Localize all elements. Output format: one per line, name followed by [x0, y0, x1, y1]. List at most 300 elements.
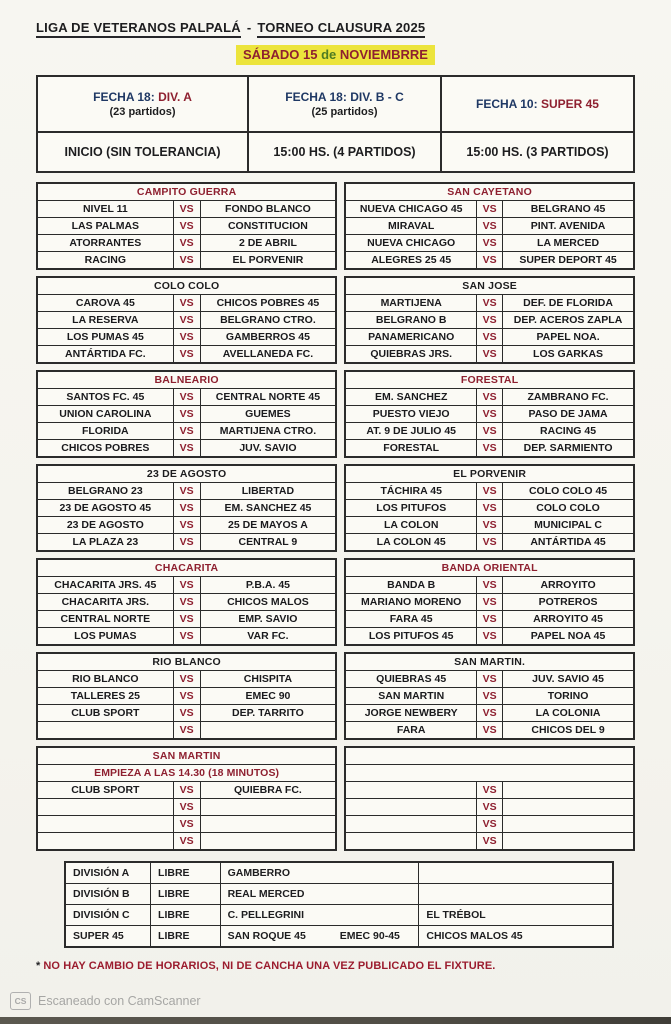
vs-label: VS — [477, 816, 503, 833]
away-team: DEP. TARRITO — [200, 705, 336, 722]
home-team — [37, 816, 173, 833]
vs-label: VS — [173, 722, 200, 740]
note-text: NO HAY CAMBIO DE HORARIOS, NI DE CANCHA UNA VEZ PUBLICADO EL FIXTURE. — [43, 960, 496, 972]
venue-header-row — [345, 465, 634, 483]
home-team: MARTIJENA — [345, 295, 476, 312]
libre-cell: LIBRE — [151, 926, 221, 948]
home-team: RIO BLANCO — [37, 671, 173, 688]
vs-label: VS — [477, 252, 503, 270]
vs-label: VS — [173, 782, 200, 799]
match-row — [345, 705, 634, 722]
away-team: SUPER DEPORT 45 — [503, 252, 634, 270]
extra-cell: CHICOS MALOS 45 — [419, 926, 613, 948]
vs-label: VS — [477, 406, 503, 423]
home-team: BELGRANO B — [345, 312, 476, 329]
vs-label: VS — [173, 671, 200, 688]
vs-label: VS — [477, 722, 503, 740]
away-team: ARROYITO 45 — [503, 611, 634, 628]
info-cell-div-a — [37, 76, 248, 132]
vs-label: VS — [173, 389, 200, 406]
venue-name: CHACARITA — [37, 559, 336, 577]
home-team: FLORIDA — [37, 423, 173, 440]
home-team: LOS PITUFOS — [345, 500, 476, 517]
away-team: DEP. SARMIENTO — [503, 440, 634, 458]
match-row — [37, 218, 336, 235]
vs-label: VS — [173, 312, 200, 329]
vs-label: VS — [173, 406, 200, 423]
home-team: RACING — [37, 252, 173, 270]
venue-table-chacarita — [36, 558, 337, 646]
home-team: FARA 45 — [345, 611, 476, 628]
away-team: GAMBERROS 45 — [200, 329, 336, 346]
venue-header-row — [37, 371, 336, 389]
division-label: DIV. B - C — [350, 90, 404, 104]
fecha-label: FECHA 18: — [285, 90, 347, 104]
vs-label: VS — [477, 295, 503, 312]
summary-row — [65, 926, 613, 948]
away-team: POTREROS — [503, 594, 634, 611]
division-cell: DIVISIÓN A — [65, 862, 151, 884]
home-team — [37, 722, 173, 740]
away-team: 2 DE ABRIL — [200, 235, 336, 252]
home-team: FARA — [345, 722, 476, 740]
match-row — [345, 816, 634, 833]
home-team: TÁCHIRA 45 — [345, 483, 476, 500]
venue-header-row — [37, 465, 336, 483]
vs-label: VS — [477, 705, 503, 722]
division-label: DIV. A — [158, 90, 192, 104]
home-team — [37, 799, 173, 816]
away-team — [200, 799, 336, 816]
match-row — [37, 705, 336, 722]
away-team: FONDO BLANCO — [200, 201, 336, 218]
away-team: JUV. SAVIO — [200, 440, 336, 458]
home-team: TALLERES 25 — [37, 688, 173, 705]
away-team — [503, 782, 634, 799]
away-team: DEP. ACEROS ZAPLA — [503, 312, 634, 329]
vs-label: VS — [477, 577, 503, 594]
match-row — [37, 329, 336, 346]
vs-label: VS — [173, 218, 200, 235]
home-team: FORESTAL — [345, 440, 476, 458]
venue-header-row — [345, 653, 634, 671]
home-team: CENTRAL NORTE — [37, 611, 173, 628]
home-team: BANDA B — [345, 577, 476, 594]
extra-cell: EL TRÉBOL — [419, 905, 613, 926]
vs-label: VS — [477, 346, 503, 364]
venue-name: FORESTAL — [345, 371, 634, 389]
division-cell: DIVISIÓN B — [65, 884, 151, 905]
away-team: CONSTITUCION — [200, 218, 336, 235]
vs-label: VS — [477, 517, 503, 534]
vs-label: VS — [173, 705, 200, 722]
venue-name: EL PORVENIR — [345, 465, 634, 483]
date-banner — [236, 45, 435, 65]
match-row — [345, 577, 634, 594]
libre-cell: LIBRE — [151, 862, 221, 884]
info-cell-super45 — [441, 76, 634, 132]
match-row — [37, 201, 336, 218]
vs-label: VS — [477, 389, 503, 406]
venue-name: 23 DE AGOSTO — [37, 465, 336, 483]
home-team: NUEVA CHICAGO — [345, 235, 476, 252]
date-day: SÁBADO 15 — [243, 47, 318, 62]
venue-header-row — [37, 277, 336, 295]
venue-table-san-martin — [344, 652, 635, 740]
home-team: LA RESERVA — [37, 312, 173, 329]
home-team: MIRAVAL — [345, 218, 476, 235]
match-row — [37, 500, 336, 517]
away-team: PAPEL NOA 45 — [503, 628, 634, 646]
info-cell-div-bc — [248, 76, 441, 132]
venue-table-el-porvenir — [344, 464, 635, 552]
camscanner-watermark — [10, 992, 201, 1010]
vs-label: VS — [173, 611, 200, 628]
libres-summary-table — [64, 861, 614, 948]
vs-label: VS — [477, 833, 503, 851]
home-team: CHICOS POBRES — [37, 440, 173, 458]
vs-label: VS — [173, 329, 200, 346]
match-row — [37, 594, 336, 611]
away-team: DEF. DE FLORIDA — [503, 295, 634, 312]
match-row — [345, 440, 634, 458]
home-team: CLUB SPORT — [37, 705, 173, 722]
home-team — [37, 833, 173, 851]
vs-label: VS — [477, 483, 503, 500]
home-team: MARIANO MORENO — [345, 594, 476, 611]
vs-label: VS — [173, 295, 200, 312]
home-team: CHACARITA JRS. 45 — [37, 577, 173, 594]
title-separator: - — [246, 20, 252, 35]
away-team: BELGRANO CTRO. — [200, 312, 336, 329]
away-team — [200, 833, 336, 851]
vs-label: VS — [173, 628, 200, 646]
venue-name: CAMPITO GUERRA — [37, 183, 336, 201]
home-team — [345, 782, 476, 799]
away-team — [200, 816, 336, 833]
vs-label: VS — [477, 201, 503, 218]
vs-label: VS — [477, 628, 503, 646]
venue-header-row — [345, 183, 634, 201]
away-team: JUV. SAVIO 45 — [503, 671, 634, 688]
match-row — [37, 628, 336, 646]
teams-cell: C. PELLEGRINI — [220, 905, 419, 926]
venue-table-banda-oriental — [344, 558, 635, 646]
info-row-inicio — [37, 132, 634, 172]
vs-label: VS — [477, 235, 503, 252]
home-team: CHACARITA JRS. — [37, 594, 173, 611]
match-row — [37, 517, 336, 534]
summary-row — [65, 862, 613, 884]
match-row — [37, 312, 336, 329]
date-de: de — [321, 47, 337, 62]
match-row — [345, 483, 634, 500]
home-team: LOS PUMAS — [37, 628, 173, 646]
teams-cell: GAMBERRO — [220, 862, 419, 884]
venue-subtitle — [345, 765, 634, 782]
fixture-note — [36, 960, 635, 972]
venue-table-forestal — [344, 370, 635, 458]
away-team: EMP. SAVIO — [200, 611, 336, 628]
venue-table-campito-guerra — [36, 182, 337, 270]
home-team: ANTÁRTIDA FC. — [37, 346, 173, 364]
vs-label: VS — [173, 500, 200, 517]
away-team: BELGRANO 45 — [503, 201, 634, 218]
vs-label: VS — [477, 782, 503, 799]
match-row — [37, 534, 336, 552]
away-team: EMEC 90 — [200, 688, 336, 705]
match-row — [345, 722, 634, 740]
match-row — [345, 782, 634, 799]
venue-name: BALNEARIO — [37, 371, 336, 389]
info-row-fecha — [37, 76, 634, 132]
venue-pair — [36, 464, 635, 552]
venue-table-rio-blanco — [36, 652, 337, 740]
match-row — [345, 594, 634, 611]
away-team: CENTRAL NORTE 45 — [200, 389, 336, 406]
venue-header-row — [345, 559, 634, 577]
league-title: LIGA DE VETERANOS PALPALÁ — [36, 20, 241, 38]
away-team: CHICOS DEL 9 — [503, 722, 634, 740]
match-row — [37, 389, 336, 406]
away-team: RACING 45 — [503, 423, 634, 440]
home-team: LA COLON — [345, 517, 476, 534]
vs-label: VS — [477, 329, 503, 346]
match-row — [37, 577, 336, 594]
home-team: NIVEL 11 — [37, 201, 173, 218]
venue-pair — [36, 370, 635, 458]
away-team — [200, 722, 336, 740]
venue-header-row — [345, 747, 634, 765]
home-team: NUEVA CHICAGO 45 — [345, 201, 476, 218]
match-row — [345, 252, 634, 270]
venue-name: BANDA ORIENTAL — [345, 559, 634, 577]
match-row — [345, 611, 634, 628]
venue-table-san-cayetano — [344, 182, 635, 270]
vs-label: VS — [477, 611, 503, 628]
away-team: LIBERTAD — [200, 483, 336, 500]
libre-cell: LIBRE — [151, 884, 221, 905]
home-team: QUIEBRAS JRS. — [345, 346, 476, 364]
hora-cell-div-bc: 15:00 HS. (4 PARTIDOS) — [248, 132, 441, 172]
vs-label: VS — [173, 577, 200, 594]
venue-header-row — [345, 371, 634, 389]
home-team: JORGE NEWBERY — [345, 705, 476, 722]
vs-label: VS — [477, 594, 503, 611]
vs-label: VS — [173, 483, 200, 500]
match-row — [345, 688, 634, 705]
venue-name: SAN JOSE — [345, 277, 634, 295]
away-team — [503, 833, 634, 851]
away-team: QUIEBRA FC. — [200, 782, 336, 799]
home-team: 23 DE AGOSTO 45 — [37, 500, 173, 517]
match-row — [37, 252, 336, 270]
extra-cell — [419, 884, 613, 905]
match-row — [37, 423, 336, 440]
match-row — [37, 440, 336, 458]
home-team: ALEGRES 25 45 — [345, 252, 476, 270]
venue-pair — [36, 652, 635, 740]
teams-first: SAN ROQUE 45 — [227, 930, 306, 942]
home-team: CLUB SPORT — [37, 782, 173, 799]
hora-cell-super45: 15:00 HS. (3 PARTIDOS) — [441, 132, 634, 172]
venue-header-row — [345, 277, 634, 295]
division-cell: SUPER 45 — [65, 926, 151, 948]
extra-cell — [419, 862, 613, 884]
vs-label: VS — [173, 799, 200, 816]
away-team: PASO DE JAMA — [503, 406, 634, 423]
away-team: LOS GARKAS — [503, 346, 634, 364]
match-row — [345, 517, 634, 534]
away-team: MARTIJENA CTRO. — [200, 423, 336, 440]
away-team: CENTRAL 9 — [200, 534, 336, 552]
home-team: UNION CAROLINA — [37, 406, 173, 423]
match-row — [345, 312, 634, 329]
home-team: BELGRANO 23 — [37, 483, 173, 500]
venue-subtitle-row — [345, 765, 634, 782]
match-row — [37, 722, 336, 740]
match-row — [345, 201, 634, 218]
venue-subtitle-row — [37, 765, 336, 782]
match-row — [345, 799, 634, 816]
match-row — [37, 295, 336, 312]
away-team: MUNICIPAL C — [503, 517, 634, 534]
partidos-count: (23 partidos) — [109, 106, 176, 118]
venue-pair — [36, 558, 635, 646]
home-team: LOS PUMAS 45 — [37, 329, 173, 346]
venue-table-san-martin — [36, 746, 337, 851]
division-cell: DIVISIÓN C — [65, 905, 151, 926]
match-row — [345, 833, 634, 851]
away-team: GUEMES — [200, 406, 336, 423]
venue-header-row — [37, 559, 336, 577]
home-team: LA COLON 45 — [345, 534, 476, 552]
tournament-title: TORNEO CLAUSURA 2025 — [257, 20, 425, 38]
home-team: EM. SANCHEZ — [345, 389, 476, 406]
partidos-count: (25 partidos) — [311, 106, 378, 118]
home-team — [345, 816, 476, 833]
away-team: ARROYITO — [503, 577, 634, 594]
venue-pair — [36, 276, 635, 364]
match-row — [37, 671, 336, 688]
away-team: EL PORVENIR — [200, 252, 336, 270]
libre-cell: LIBRE — [151, 905, 221, 926]
teams-cell: REAL MERCED — [220, 884, 419, 905]
vs-label: VS — [477, 218, 503, 235]
match-row — [37, 799, 336, 816]
vs-label: VS — [477, 534, 503, 552]
fixture-info-table — [36, 75, 635, 173]
away-team: AVELLANEDA FC. — [200, 346, 336, 364]
away-team: LA MERCED — [503, 235, 634, 252]
venue-table-balneario — [36, 370, 337, 458]
away-team: TORINO — [503, 688, 634, 705]
venue-table-empty — [344, 746, 635, 851]
summary-row — [65, 905, 613, 926]
away-team: PINT. AVENIDA — [503, 218, 634, 235]
home-team: CAROVA 45 — [37, 295, 173, 312]
match-row — [37, 235, 336, 252]
home-team: LA PLAZA 23 — [37, 534, 173, 552]
match-row — [345, 406, 634, 423]
venues-grid — [36, 182, 635, 851]
home-team: LOS PITUFOS 45 — [345, 628, 476, 646]
match-row — [345, 500, 634, 517]
vs-label: VS — [173, 594, 200, 611]
venue-pair — [36, 182, 635, 270]
summary-row — [65, 884, 613, 905]
match-row — [345, 534, 634, 552]
home-team — [345, 833, 476, 851]
vs-label: VS — [173, 816, 200, 833]
match-row — [37, 782, 336, 799]
match-row — [345, 346, 634, 364]
inicio-cell: INICIO (SIN TOLERANCIA) — [37, 132, 248, 172]
venue-header-row — [37, 747, 336, 765]
match-row — [345, 628, 634, 646]
date-month: NOVIEMBRRE — [339, 47, 428, 62]
camscanner-text: Escaneado con CamScanner — [38, 994, 201, 1008]
scan-bottom-edge — [0, 1017, 671, 1024]
venue-name: SAN MARTIN — [37, 747, 336, 765]
venue-subtitle: EMPIEZA A LAS 14.30 (18 MINUTOS) — [37, 765, 336, 782]
venue-name: SAN MARTIN. — [345, 653, 634, 671]
venue-name — [345, 747, 634, 765]
away-team — [503, 816, 634, 833]
division-label: SUPER 45 — [540, 97, 599, 111]
match-row — [37, 406, 336, 423]
venue-table-23-de-agosto — [36, 464, 337, 552]
vs-label: VS — [477, 423, 503, 440]
home-team: 23 DE AGOSTO — [37, 517, 173, 534]
vs-label: VS — [477, 799, 503, 816]
away-team: P.B.A. 45 — [200, 577, 336, 594]
page-title — [36, 20, 635, 38]
vs-label: VS — [477, 312, 503, 329]
away-team: ANTÁRTIDA 45 — [503, 534, 634, 552]
match-row — [37, 346, 336, 364]
venue-table-san-jose — [344, 276, 635, 364]
away-team: VAR FC. — [200, 628, 336, 646]
vs-label: VS — [173, 688, 200, 705]
vs-label: VS — [173, 423, 200, 440]
match-row — [37, 483, 336, 500]
away-team: PAPEL NOA. — [503, 329, 634, 346]
away-team: ZAMBRANO FC. — [503, 389, 634, 406]
teams-second: EMEC 90-45 — [339, 930, 400, 942]
away-team: CHISPITA — [200, 671, 336, 688]
away-team: LA COLONIA — [503, 705, 634, 722]
home-team — [345, 799, 476, 816]
camscanner-badge-icon: CS — [10, 992, 31, 1010]
venue-pair — [36, 746, 635, 851]
vs-label: VS — [173, 235, 200, 252]
vs-label: VS — [477, 500, 503, 517]
vs-label: VS — [173, 252, 200, 270]
away-team: CHICOS POBRES 45 — [200, 295, 336, 312]
home-team: AT. 9 DE JULIO 45 — [345, 423, 476, 440]
match-row — [345, 389, 634, 406]
vs-label: VS — [477, 440, 503, 458]
home-team: SANTOS FC. 45 — [37, 389, 173, 406]
home-team: QUIEBRAS 45 — [345, 671, 476, 688]
away-team: EM. SANCHEZ 45 — [200, 500, 336, 517]
note-asterisk: * — [36, 960, 41, 972]
home-team: SAN MARTIN — [345, 688, 476, 705]
teams-cell — [220, 926, 419, 948]
vs-label: VS — [477, 688, 503, 705]
venue-name: RIO BLANCO — [37, 653, 336, 671]
